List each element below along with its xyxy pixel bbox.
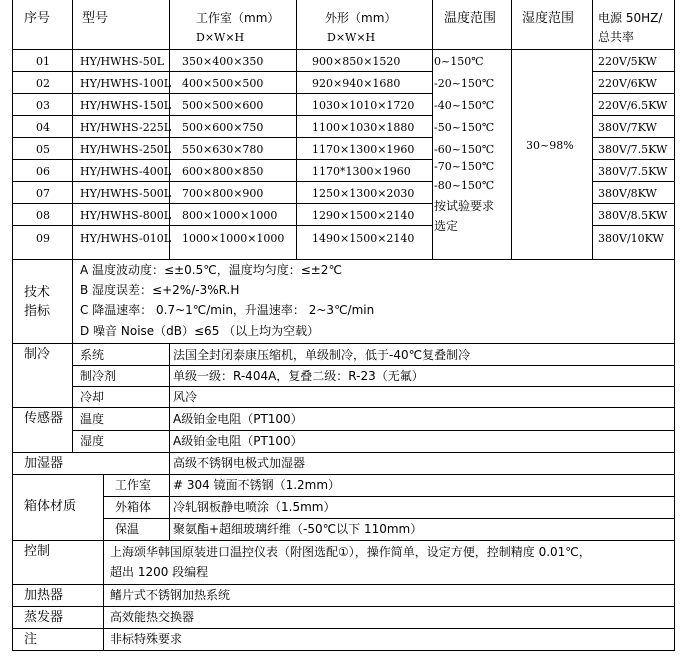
cell-chamber: 350×400×350 [182,55,264,68]
cell-seq: 04 [36,121,50,134]
sensor-sub: 湿度 [80,434,105,448]
tech-line: D 噪音 Noise（dB）≤65 （以上均为空载） [80,324,320,338]
cell-chamber: 500×500×600 [182,99,264,112]
cell-chamber: 550×630×780 [182,143,264,156]
refrigeration-value: 风冷 [173,390,198,404]
heater-label: 加热器 [24,588,64,603]
cell-power: 380V/7.5KW [598,143,668,156]
header-outer-dims: D×W×H [327,31,376,44]
cell-chamber: 400×500×500 [182,77,264,90]
cell-power: 380V/7.5KW [598,165,668,178]
sensor-label: 传感器 [24,411,64,426]
temp-range-line: -60~150℃ [434,143,495,156]
cabinet-sub: 外箱体 [115,500,152,514]
cabinet-value: 冷轧钢板静电喷涂（1.5mm） [173,500,336,514]
temp-range-line: -40~150℃ [434,99,495,112]
header-chamber-dims: D×W×H [196,31,245,44]
cell-model: HY/HWHS-500L [80,187,172,200]
cabinet-value: 聚氨酯+超细玻璃纤维（-50℃以下 110mm） [173,522,423,536]
sensor-sub: 温度 [80,412,105,426]
control-value-line1: 上海颂华韩国原装进口温控仪表（附图选配①），操作简单，设定方便，控制精度 0.01℃， [110,545,591,559]
cell-power: 380V/7KW [598,121,657,134]
cabinet-sub: 保温 [115,522,140,536]
cell-outer: 900×850×1520 [312,55,401,68]
tech-line: B 湿度误差：≤+2%/-3%R.H [80,283,240,297]
header-temp-range: 温度范围 [444,11,497,26]
cabinet-value: # 304 镜面不锈钢（1.2mm） [173,478,341,492]
cell-seq: 08 [36,209,50,222]
refrigeration-sub: 制冷剂 [80,369,117,383]
temp-range-line: 选定 [434,219,459,233]
humidity-range-value: 30~98% [526,139,574,152]
cell-power: 220V/5KW [598,55,657,68]
refrigeration-value: 法国全封闭泰康压缩机，单级制冷，低于-40℃复叠制冷 [173,348,471,362]
cell-seq: 06 [36,165,50,178]
temp-range-line: -20~150℃ [434,77,495,90]
cell-seq: 02 [36,77,50,90]
cell-model: HY/HWHS-150L [80,99,172,112]
sensor-value: A级铂金电阻（PT100） [173,434,303,448]
cell-outer: 1290×1500×2140 [312,209,415,222]
cell-chamber: 1000×1000×1000 [182,232,285,245]
evaporator-value: 高效能热交换器 [110,610,195,624]
header-outer: 外形（mm） [325,11,397,25]
cell-chamber: 700×800×900 [182,187,264,200]
humidifier-value: 高级不锈钢电极式加湿器 [173,456,306,470]
temp-range-line: 0~150℃ [434,55,484,68]
refrigeration-label: 制冷 [24,347,51,362]
temp-range-line: 按试验要求 [434,199,495,213]
tech-label-line2: 指标 [24,304,51,319]
cell-seq: 09 [36,232,50,245]
cell-seq: 05 [36,143,50,156]
cell-chamber: 800×1000×1000 [182,209,278,222]
humidifier-label: 加湿器 [24,456,64,471]
tech-label-line1: 技术 [24,285,51,300]
refrigeration-value: 单级一级：R-404A，复叠二级：R-23（无氟） [173,369,424,383]
refrigeration-sub: 冷却 [80,390,105,404]
cell-model: HY/HWHS-800L [80,209,172,222]
note-label: 注 [24,632,38,647]
cabinet-label: 箱体材质 [24,499,77,514]
cell-seq: 07 [36,187,50,200]
header-power-line1: 电源 50HZ/ [598,11,663,25]
cell-model: HY/HWHS-50L [80,55,165,68]
cell-model: HY/HWHS-225L [80,121,172,134]
cell-chamber: 600×800×850 [182,165,264,178]
cell-power: 220V/6.5KW [598,99,668,112]
header-power-line2: 总共率 [598,30,635,44]
header-chamber: 工作室（mm） [196,11,280,25]
cell-outer: 1170*1300×1960 [312,165,411,178]
cell-model: HY/HWHS-400L [80,165,172,178]
cell-outer: 1170×1300×1960 [312,143,415,156]
cell-power: 380V/8.5KW [598,209,668,222]
cell-outer: 1490×1500×2140 [312,232,415,245]
header-hum-range: 湿度范围 [522,11,575,26]
tech-line: C 降温速率： 0.7~1℃/min，升温速率： 2~3℃/min [80,303,375,317]
temp-range-line: -70~150℃ [434,160,495,173]
cell-seq: 03 [36,99,50,112]
cell-outer: 1030×1010×1720 [312,99,415,112]
temp-range-line: -50~150℃ [434,121,495,134]
header-model: 型号 [82,11,109,26]
control-value-line2: 超出 1200 段编程 [110,565,209,579]
sensor-value: A级铂金电阻（PT100） [173,412,303,426]
cell-model: HY/HWHS-250L [80,143,172,156]
cell-power: 380V/8KW [598,187,657,200]
cell-power: 220V/6KW [598,77,657,90]
cell-model: HY/HWHS-010L [80,232,172,245]
heater-value: 鳍片式不锈钢加热系统 [110,588,231,602]
cell-outer: 1100×1030×1880 [312,121,415,134]
cabinet-sub: 工作室 [115,478,152,492]
cell-outer: 1250×1300×2030 [312,187,415,200]
cell-model: HY/HWHS-100L [80,77,172,90]
cell-outer: 920×940×1680 [312,77,401,90]
cell-chamber: 500×600×750 [182,121,264,134]
evaporator-label: 蒸发器 [24,610,64,625]
tech-line: A 温度波动度：≤±0.5℃，温度均匀度：≤±2℃ [80,263,342,277]
cell-power: 380V/10KW [598,232,664,245]
temp-range-line: -80~150℃ [434,179,495,192]
cell-seq: 01 [36,55,50,68]
header-seq: 序号 [24,11,51,26]
refrigeration-sub: 系统 [80,348,105,362]
control-label: 控制 [24,544,51,559]
note-value: 非标特殊要求 [110,632,183,646]
